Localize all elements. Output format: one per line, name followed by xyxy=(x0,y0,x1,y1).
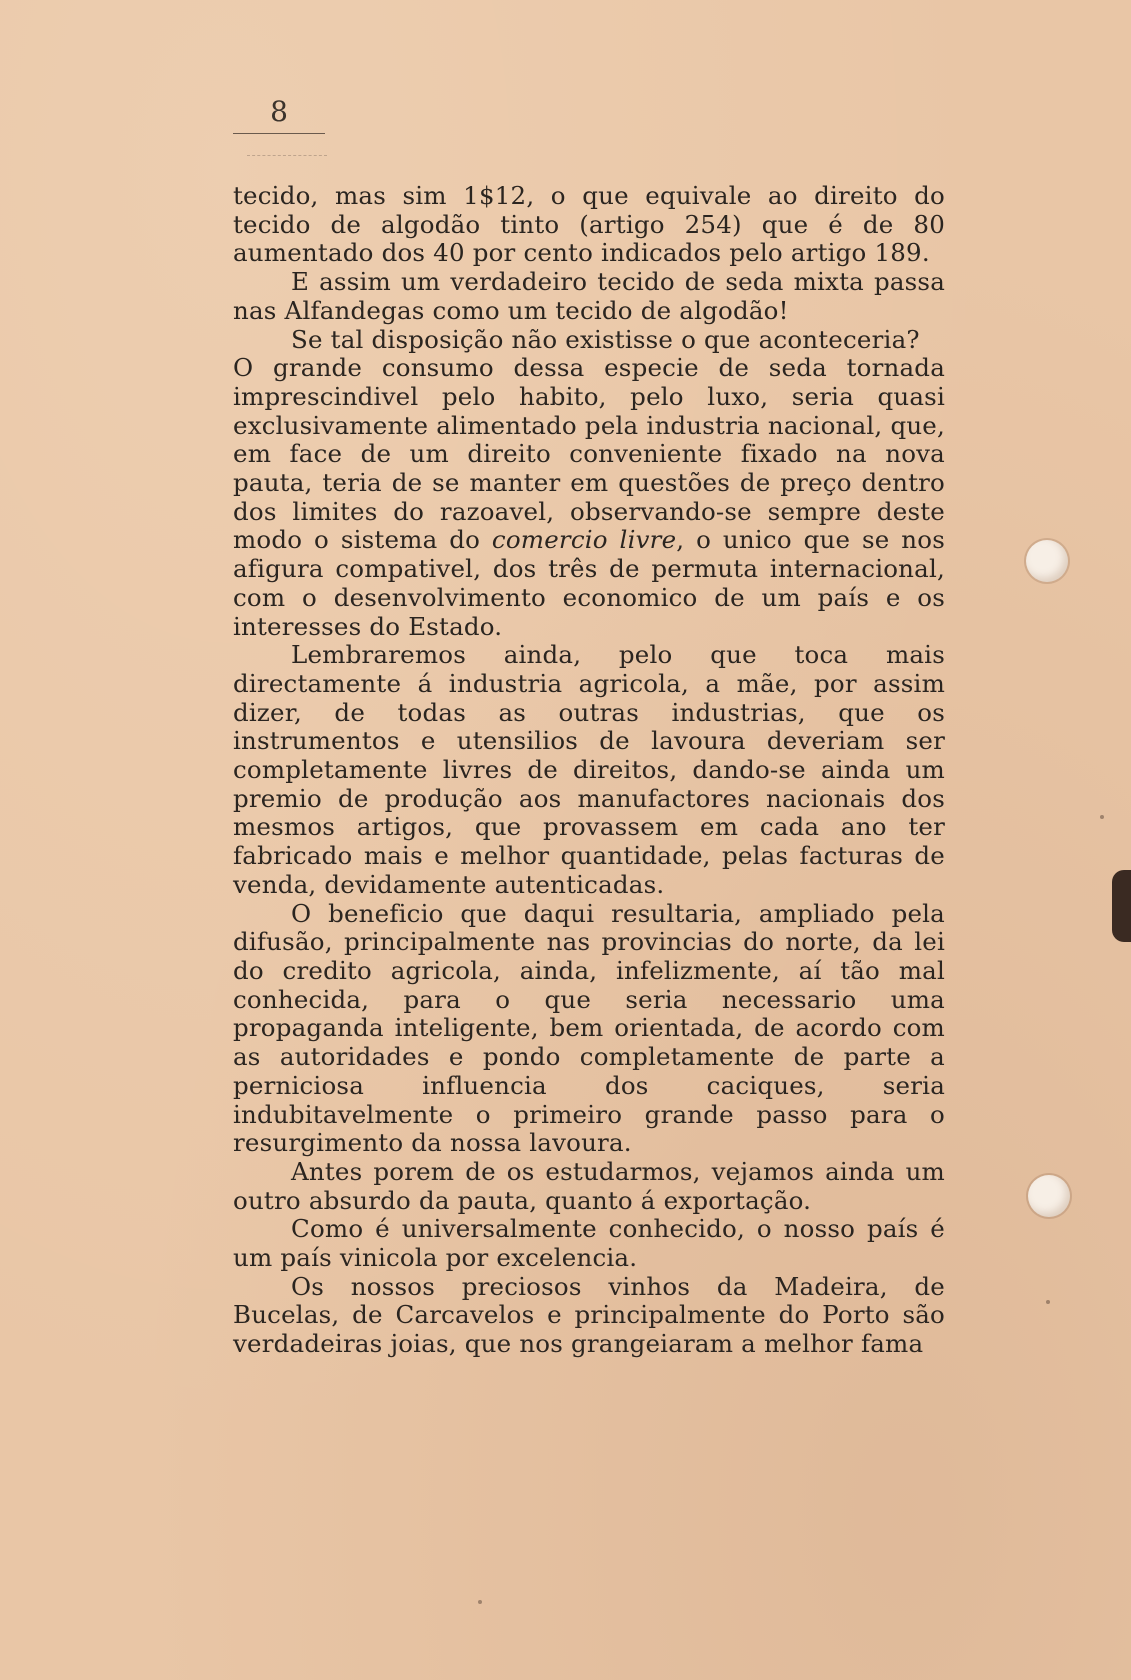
paragraph-1: tecido, mas sim 1$12, o que equivale ao direito do tecido de algodão tinto (artigo 254) que é de 80 aumentado dos 40 por cento indicados pelo artigo 189. xyxy=(233,181,945,268)
paragraph-4 xyxy=(233,354,945,641)
paper-speck xyxy=(1100,815,1104,819)
paragraph-2: E assim um verdadeiro tecido de seda mixta passa nas Alfandegas como um tecido de algodão! xyxy=(233,267,945,325)
paragraph-4-part-1: O grande consumo dessa especie de seda tornada imprescindivel pelo habito, pelo luxo, seria quasi exclusivamente alimentado pela industria nacional, que, em face de um direito conveniente fixado na nova pauta, teria de se manter em questões de preço dentro dos limites do razoavel, observando-se sempre deste modo o sistema do xyxy=(233,353,945,555)
paper-speck xyxy=(478,1600,482,1604)
page-edge-tear xyxy=(1112,870,1131,942)
page-number-rule xyxy=(233,133,325,134)
paragraph-9: Os nossos preciosos vinhos da Madeira, de Bucelas, de Carcavelos e principalmente do Porto são verdadeiras joias, que nos grangeiaram a melhor fama xyxy=(233,1271,945,1359)
faint-rule xyxy=(247,155,327,156)
paragraph-8: Como é universalmente conhecido, o nosso país é um país vinicola por excelencia. xyxy=(233,1214,945,1273)
page-number: 8 xyxy=(270,95,288,128)
paragraph-6: O beneficio que daqui resultaria, ampliado pela difusão, principalmente nas provincias do norte, da lei do credito agricola, ainda, infelizmente, aí tão mal conhecida, para o que seria necessario uma propaganda inteligente, bem orientada, de acordo com as autoridades e pondo completamente de parte a perniciosa influencia dos caciques, seria indubitavelmente o primeiro grande passo para o resurgimento da nossa lavoura. xyxy=(233,898,945,1158)
paragraph-4-part-2: , o unico que se nos afigura compativel, dos três de permuta internacional, com o desenvolvimento economico de um país e os interesses do Estado. xyxy=(233,525,945,641)
paragraph-4-emphasis: comercio livre xyxy=(491,525,677,555)
binding-hole-bottom xyxy=(1028,1175,1070,1217)
paragraph-3: Se tal disposição não existisse o que aconteceria? xyxy=(291,324,920,354)
binding-hole-top xyxy=(1026,540,1068,582)
body-text xyxy=(233,182,945,1359)
paragraph-7: Antes porem de os estudarmos, vejamos ainda um outro absurdo da pauta, quanto á exportação. xyxy=(233,1156,945,1215)
paragraph-5: Lembraremos ainda, pelo que toca mais directamente á industria agricola, a mãe, por assim dizer, de todas as outras industrias, que os instrumentos e utensilios de lavoura deveriam ser completamente livres de direitos, dando-se ainda um premio de produção aos manufactores nacionais dos mesmos artigos, que provassem em cada ano ter fabricado mais e melhor quantidade, pelas facturas de venda, devidamente autenticadas. xyxy=(233,640,945,899)
paper-speck xyxy=(1046,1300,1050,1304)
